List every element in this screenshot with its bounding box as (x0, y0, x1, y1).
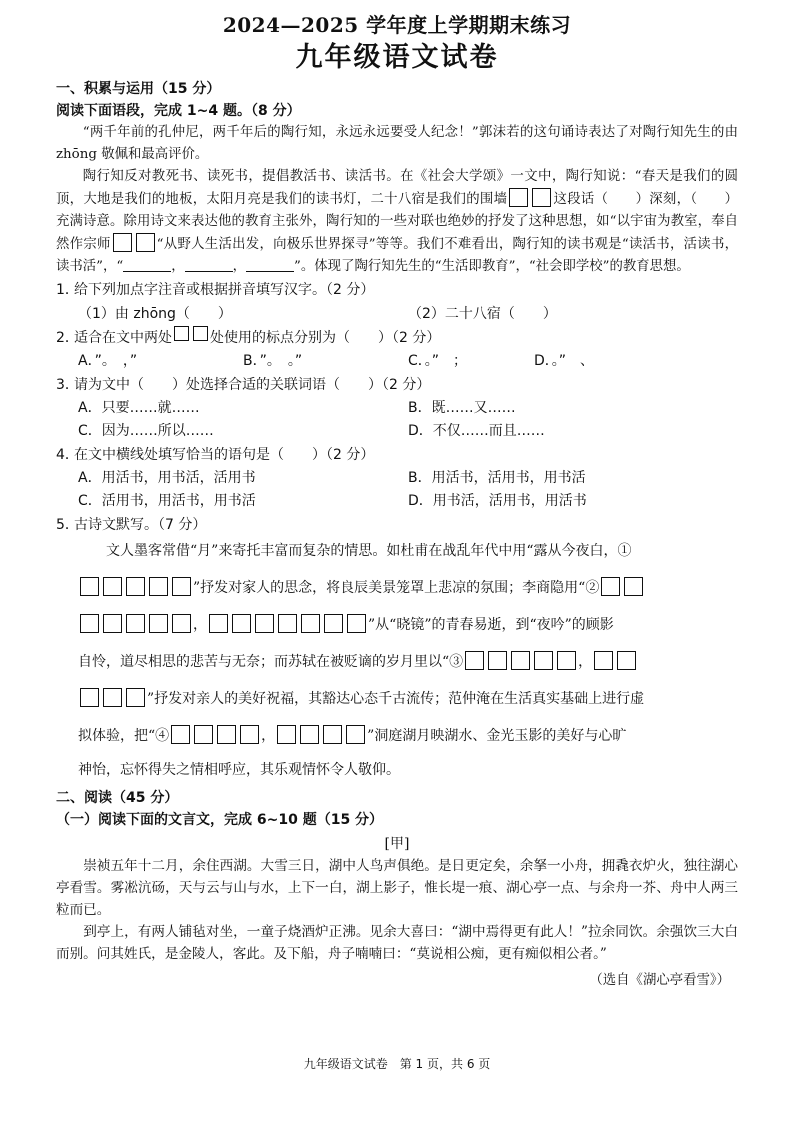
comma: ， (193, 617, 207, 633)
answer-box[interactable] (346, 725, 365, 744)
answer-box[interactable] (172, 577, 191, 596)
answer-box[interactable] (103, 614, 122, 633)
option-a[interactable]: A．”。 ，” (78, 353, 138, 369)
option-d[interactable]: D．。” 、 (534, 353, 595, 369)
answer-box[interactable] (126, 614, 145, 633)
poetry-dictation (56, 533, 738, 785)
punctuation-box (509, 188, 528, 207)
question-number: 1． (56, 282, 79, 298)
answer-box[interactable] (149, 577, 168, 596)
section-heading-2: 二、阅读（45 分） (56, 790, 179, 806)
answer-box[interactable] (194, 725, 213, 744)
comma: ， (171, 259, 185, 274)
question-4-options-row2 (56, 490, 738, 513)
option-b[interactable]: B．用活书，活用书，用书活 (408, 470, 586, 486)
answer-box[interactable] (300, 725, 319, 744)
question-number: 2． (56, 330, 79, 346)
classical-paragraph-2: 到亭上，有两人铺毡对坐，一童子烧酒炉正沸。见余大喜曰：“湖中焉得更有此人！”拉余同饮。余强饮三大白而别。问其姓氏，是金陵人，客此。及下船，舟子喃喃曰：“莫说相公痴，更有痴似相公者。” (56, 924, 738, 962)
answer-box[interactable] (126, 577, 145, 596)
question-text: 适合在文中两处 (74, 330, 172, 346)
question-number: 3． (56, 377, 79, 393)
dictation-line-7: 神怡，忘怀得失之情相呼应，其乐观情怀令人敬仰。 (78, 762, 400, 778)
passage-text: ”。体现了陶行知先生的“生活即教育”，“社会即学校”的教育思想。 (294, 259, 690, 274)
answer-box[interactable] (278, 614, 297, 633)
option-a[interactable]: A．只要……就…… (78, 400, 200, 416)
answer-box[interactable] (594, 651, 613, 670)
dictation-text: ”抒发对家人的思念，将良辰美景笼罩上悲凉的氛围；李商隐用“② (193, 580, 600, 596)
answer-box[interactable] (324, 614, 343, 633)
reading-instruction: 阅读下面语段，完成 1~4 题。（8 分） (56, 103, 301, 119)
answer-box[interactable] (617, 651, 636, 670)
comma: ， (578, 654, 593, 670)
question-text: 请为文中（ ）处选择合适的关联词语（ ）（2 分） (74, 377, 431, 393)
answer-box[interactable] (511, 651, 530, 670)
classical-reading-instruction: （一）阅读下面的文言文，完成 6~10 题（15 分） (56, 812, 384, 828)
passage-paragraph-1: “两千年前的孔仲尼，两千年后的陶行知，永远永远要受人纪念！”郭沫若的这句诵诗表达了对陶行知先生的由 zhōng 敬佩和最高评价。 (56, 125, 738, 162)
question-text: 给下列加点字注音或根据拼音填写汉字。（2 分） (74, 282, 375, 298)
answer-box[interactable] (601, 577, 620, 596)
question-1-item-b[interactable]: （2）二十八宿（ ） (408, 306, 557, 322)
punctuation-box (136, 233, 155, 252)
question-3 (56, 373, 738, 397)
dictation-text: 拟体验，把“④ (78, 728, 170, 744)
answer-box[interactable] (103, 688, 122, 707)
question-text: 古诗文默写。（7 分） (74, 517, 207, 533)
dictation-line-3 (56, 607, 738, 644)
dictation-line-5 (56, 681, 738, 718)
exam-title: 九年级语文试卷 (295, 42, 499, 73)
answer-box[interactable] (217, 725, 236, 744)
question-text: 在文中横线处填写恰当的语句是（ ）（2 分） (74, 447, 375, 463)
answer-box[interactable] (534, 651, 553, 670)
answer-box[interactable] (172, 614, 191, 633)
question-3-options-row1 (56, 397, 738, 420)
option-c[interactable]: C．。” ； (408, 353, 468, 369)
answer-box[interactable] (103, 577, 122, 596)
answer-box[interactable] (323, 725, 342, 744)
answer-box[interactable] (557, 651, 576, 670)
dictation-text: ”从“晓镜”的青春易逝，到“夜吟”的顾影 (368, 617, 614, 633)
question-2 (56, 326, 738, 350)
dictation-line-2 (56, 570, 738, 607)
answer-box[interactable] (209, 614, 228, 633)
dictation-line-1: 文人墨客常借“月”来寄托丰富而复杂的情思。如杜甫在战乱年代中用“露从今夜白，① (106, 543, 632, 559)
answer-box[interactable] (301, 614, 320, 633)
question-text: 处使用的标点分别为（ ）（2 分） (210, 330, 441, 346)
answer-blank[interactable] (185, 257, 233, 272)
question-number: 4． (56, 447, 79, 463)
page-footer: 九年级语文试卷 第 1 页，共 6 页 (303, 1057, 491, 1071)
answer-blank[interactable] (246, 257, 294, 272)
question-1 (56, 278, 738, 302)
comma: ， (261, 728, 276, 744)
dictation-line-4 (56, 644, 738, 681)
punctuation-box (532, 188, 551, 207)
answer-box[interactable] (232, 614, 251, 633)
question-1-item-a[interactable]: （1）由 zhōng（ ） (78, 306, 232, 322)
answer-box[interactable] (80, 688, 99, 707)
passage-source: （选自《湖心亭看雪》） (589, 973, 730, 988)
answer-box[interactable] (465, 651, 484, 670)
answer-box[interactable] (80, 577, 99, 596)
classical-paragraph-1: 崇祯五年十二月，余住西湖。大雪三日，湖中人鸟声俱绝。是日更定矣，余拏一小舟，拥毳衣炉火，独往湖心亭看雪。雾凇沆砀，天与云与山与水，上下一白，湖上影子，惟长堤一痕、湖心亭一点、与余舟一芥、舟中人两三粒而已。 (56, 858, 738, 918)
question-4 (56, 443, 738, 467)
punctuation-box (193, 326, 208, 341)
answer-box[interactable] (80, 614, 99, 633)
passage-paragraph-2 (56, 166, 738, 278)
question-3-options-row2 (56, 420, 738, 443)
answer-box[interactable] (240, 725, 259, 744)
punctuation-box (174, 326, 189, 341)
question-number: 5． (56, 517, 79, 533)
dictation-text: 自怜，道尽相思的悲苦与无奈；而苏轼在被贬谪的岁月里以“③ (78, 654, 464, 670)
question-2-options (56, 350, 738, 373)
question-4-options-row1 (56, 467, 738, 490)
answer-box[interactable] (277, 725, 296, 744)
dictation-text: ”洞庭湖月映湖水、金光玉影的美好与心旷 (367, 728, 627, 744)
option-a[interactable]: A．用活书，用书活，活用书 (78, 470, 256, 486)
option-b[interactable]: B．”。 。” (243, 353, 303, 369)
answer-box[interactable] (255, 614, 274, 633)
option-d[interactable]: D．不仅……而且…… (408, 423, 545, 439)
option-d[interactable]: D．用书活，活用书，用活书 (408, 493, 587, 509)
dictation-line-6 (56, 718, 738, 755)
passage-text: 这段话（ ）深刻，（ ）充满诗意。除用诗文来表达他的教育主张外，陶行知的一些对联也绝妙的抒发了这种思想，如“以宇宙为教室，奉自然作宗师 (56, 192, 738, 252)
answer-box[interactable] (171, 725, 190, 744)
passage-text: “从野人生活出发，向极乐世界探寻”等等。我们不难看出，陶行知的读书观是“读活书，活读书，读书活”，“ (56, 237, 739, 274)
exam-year-title: 2024—2025 学年度上学期期末练习 (222, 13, 572, 37)
answer-box[interactable] (126, 688, 145, 707)
answer-box[interactable] (347, 614, 366, 633)
question-1-items (56, 302, 738, 326)
passage-text: 陶行知反对教死书、读死书，提倡教活书、读活书。在《社会大学颂》一文中，陶行知说：“春天是我们的圆顶，大地是我们的地板，太阳月亮是我们的读书灯，二十八宿是我们的围墙 (56, 169, 738, 207)
answer-box[interactable] (488, 651, 507, 670)
answer-blank[interactable] (123, 257, 171, 272)
answer-box[interactable] (624, 577, 643, 596)
dictation-text: ”抒发对亲人的美好祝福，其豁达心态千古流传；范仲淹在生活真实基础上进行虚 (147, 691, 645, 707)
comma: ， (232, 259, 247, 274)
punctuation-box (113, 233, 132, 252)
option-c[interactable]: C．活用书，用活书，用书活 (78, 493, 256, 509)
answer-box[interactable] (149, 614, 168, 633)
section-heading-1: 一、积累与运用（15 分） (56, 81, 221, 97)
passage-label-jia: [甲] (384, 836, 410, 852)
option-b[interactable]: B．既……又…… (408, 400, 516, 416)
option-c[interactable]: C．因为……所以…… (78, 423, 214, 439)
